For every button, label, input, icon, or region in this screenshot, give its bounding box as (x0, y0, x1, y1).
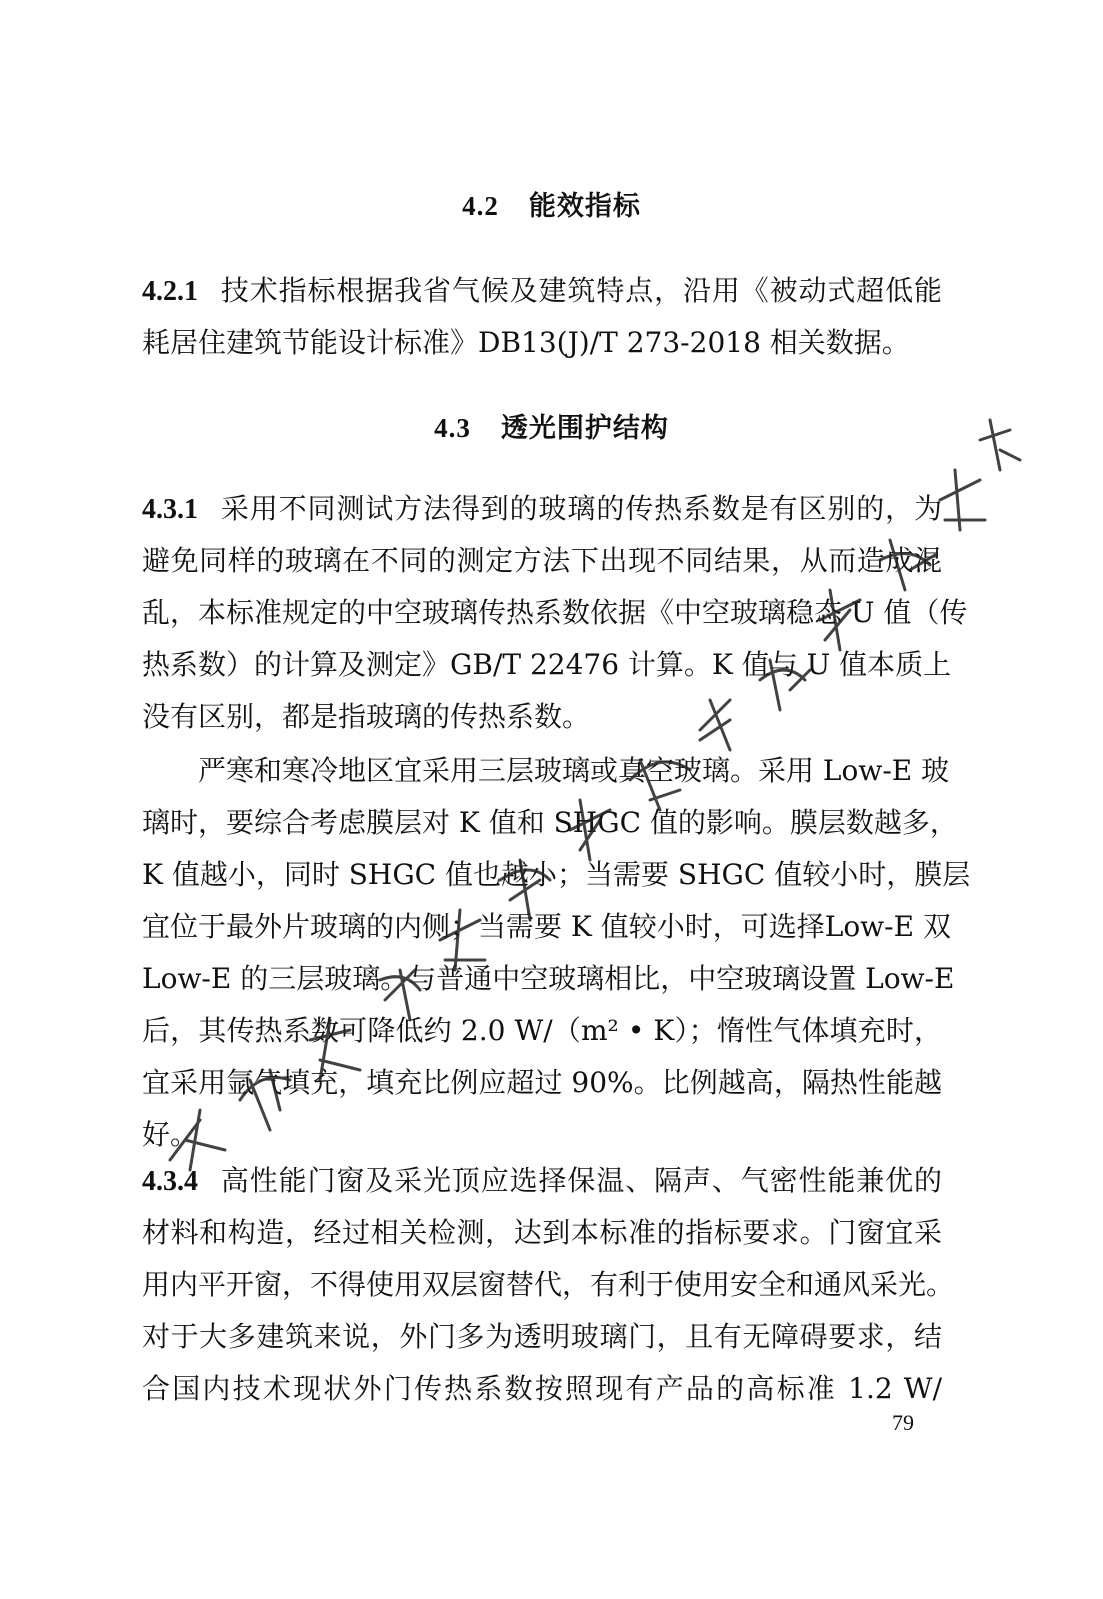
para-2-line-3: K 值越小，同时 SHGC 值也越小；当需要 SHGC 值较小时，膜层 (142, 858, 971, 891)
clause-4-3-4-line-1: 4.3.4 高性能门窗及采光顶应选择保温、隔声、气密性能兼优的 (142, 1164, 942, 1197)
section-heading-4-2: 4.2 能效指标 (462, 191, 641, 222)
clause-4-3-1-line-5: 没有区别，都是指玻璃的传热系数。 (142, 700, 591, 733)
para-2-line-5: Low-E 的三层玻璃。与普通中空玻璃相比，中空玻璃设置 Low-E (142, 962, 955, 995)
para-2-line-1: 严寒和寒冷地区宜采用三层玻璃或真空玻璃。采用 Low-E 玻 (198, 754, 950, 787)
clause-4-2-1-line-2: 耗居住建筑节能设计标准》DB13(J)/T 273-2018 相关数据。 (142, 326, 910, 359)
clause-4-3-4-line-2: 材料和构造，经过相关检测，达到本标准的指标要求。门窗宜采 (142, 1216, 942, 1249)
para-2-line-6: 后，其传热系数可降低约 2.0 W/（m² • K）；惰性气体填充时， (142, 1014, 942, 1047)
para-2-line-7: 宜采用氩气填充，填充比例应超过 90%。比例越高，隔热性能越 (142, 1066, 942, 1099)
clause-4-3-1-line-4: 热系数）的计算及测定》GB/T 22476 计算。K 值与 U 值本质上 (142, 648, 952, 681)
clause-4-2-1-line-1: 4.2.1 技术指标根据我省气候及建筑特点，沿用《被动式超低能 (142, 274, 942, 307)
clause-4-3-4-line-4: 对于大多建筑来说，外门多为透明玻璃门，且有无障碍要求，结 (142, 1320, 942, 1353)
para-2-line-8: 好。 (142, 1118, 199, 1151)
section-heading-4-3: 4.3 透光围护结构 (434, 413, 669, 444)
clause-4-3-4-line-5: 合国内技术现状外门传热系数按照现有产品的高标准 1.2 W/ (142, 1372, 942, 1405)
clause-4-3-1-line-2: 避免同样的玻璃在不同的测定方法下出现不同结果，从而造成混 (142, 544, 942, 577)
page-number: 79 (892, 1410, 914, 1435)
clause-4-3-4-line-3: 用内平开窗，不得使用双层窗替代，有利于使用安全和通风采光。 (142, 1268, 955, 1301)
para-2-line-4: 宜位于最外片玻璃的内侧；当需要 K 值较小时，可选择Low-E 双 (142, 910, 951, 943)
clause-4-3-1-line-1: 4.3.1 采用不同测试方法得到的玻璃的传热系数是有区别的，为 (142, 492, 942, 525)
para-2-line-2: 璃时，要综合考虑膜层对 K 值和 SHGC 值的影响。膜层数越多， (142, 806, 958, 839)
clause-4-3-1-line-3: 乱，本标准规定的中空玻璃传热系数依据《中空玻璃稳态 U 值（传 (142, 596, 968, 629)
